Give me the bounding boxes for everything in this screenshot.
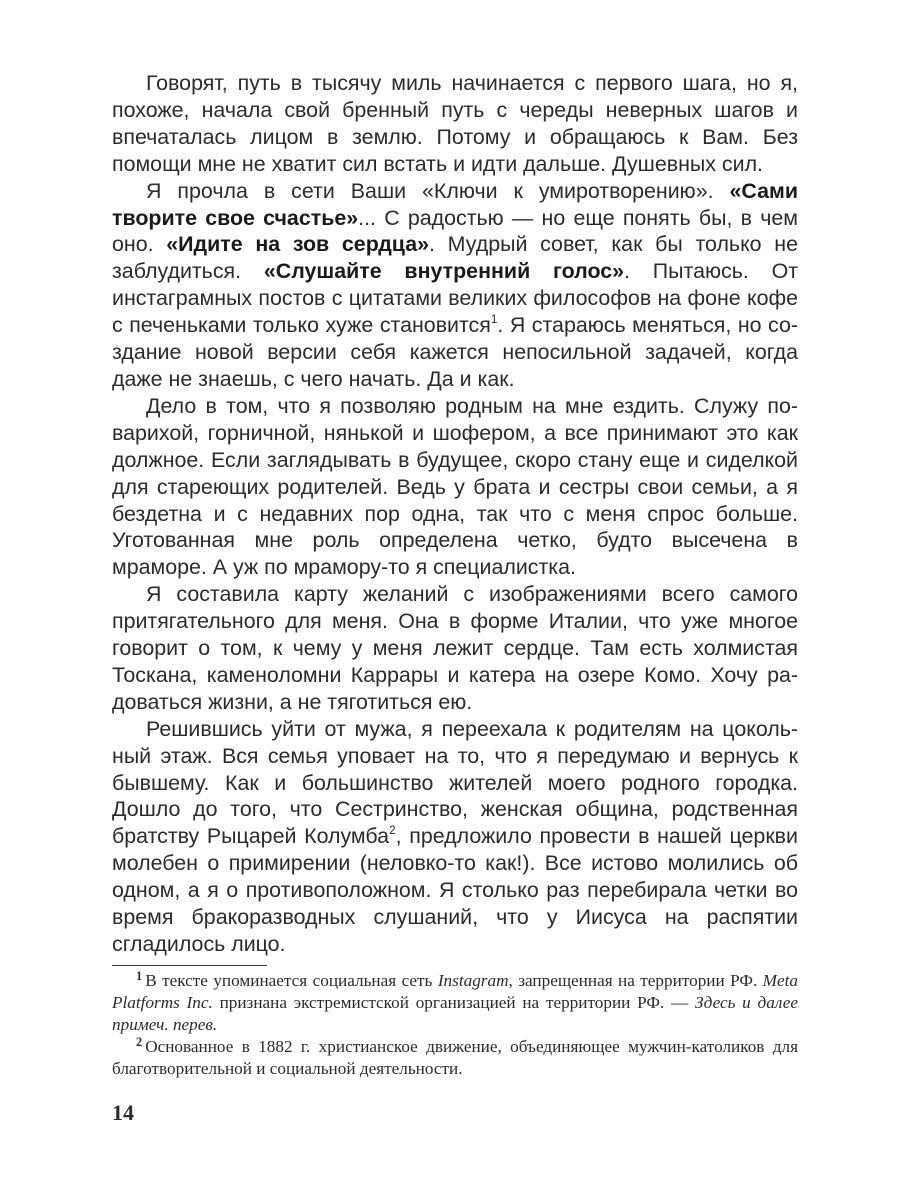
footnote-2 [112,1036,798,1080]
paragraph-text: Решившись уйти от мужа, я переехала к родителям на цокольный этаж. Вся семья уповает на то, что я передумаю и вернусь к бывшему. Как и большинство жителей моего родного городка. Дошло до того, что Сестринство, женская община, родственная братству Рыцарей Колумба [112,716,798,849]
paragraph-text: . Мудрый совет, как бы только не заблудиться. [112,232,798,284]
footnote-number: 2 [136,1035,143,1050]
footnote-text: , запрещенная на территории РФ. [508,971,763,990]
footnote-divider [112,965,267,966]
footnote-ref-1: 1 [490,313,498,327]
bold-quote: «Идите на зов сердца» [166,232,430,257]
footnote-number: 1 [136,969,143,984]
paragraph-text: ... С радостью — но еще понять бы, в чем оно. [112,205,798,257]
footnote-italic: Instagram [437,971,509,990]
footnote-ref-2: 2 [389,824,396,838]
bold-quote: «Сами творите свое счастье» [112,178,798,230]
footnote-italic: Meta Platforms Inc. [112,971,798,1012]
paragraph-3 [112,393,798,581]
footnote-text: признана экстремистской организацией на территории РФ. — [212,993,695,1012]
paragraph-text: Дело в том, что я позволяю родным на мне ездить. Служу поварихой, горничной, нянькой и шофером, а все принимают это как должное. Если заглядывать в будущее, скоро стану еще и сиделкой для стареющих родителей. Ведь у брата и сестры свои семьи, а я бездетна и с недавних пор одна, так что с меня спрос больше. Уготованная мне роль определена четко, будто высечена в мраморе. А уж по мрамору-то я специалистка. [112,393,798,580]
footnote-text: Основанное в 1882 г. христианское движение, объединяющее мужчин-католиков для благотворительной и социальной деятельности. [112,1037,798,1078]
paragraph-text: , предложило провести в нашей церкви молебен о примирении (неловко-то как!). Все истово молились об одном, а я о противоположном. Я столько раз перебирала четки во время бракоразводных слушаний, что у Иисуса на распятии сгладилось лицо. [112,824,798,956]
paragraph-5 [112,716,798,958]
paragraph-text: Я прочла в сети Ваши «Ключи к умиротворению». [146,178,730,203]
paragraph-4 [112,581,798,716]
paragraph-text: . Я стараюсь меняться, но создание новой версии себя кажется непосильной задачей, когда даже не знаешь, с чего начать. Да и как. [112,313,798,391]
paragraph-1 [112,70,798,178]
footnote-italic: Здесь и далее примеч. перев. [112,993,799,1034]
paragraph-text: Я составила карту желаний с изображениями всего самого притягательного для меня. Она в форме Италии, что уже многое говорит о том, к чему у меня лежит сердце. Там есть холмистая Тоскана, каменоломни Каррары и катера на озере Комо. Хочу радоваться жизни, а не тяготиться ею. [112,582,798,714]
page-number: 14 [112,1100,134,1125]
footnote-text: В тексте упоминается социальная сеть [145,971,438,990]
bold-quote: «Слушайте внутренний голос» [263,259,625,284]
paragraph-text: Говорят, путь в тысячу миль начинается с первого шага, но я, похоже, начала свой бренный путь с череды неверных шагов и впечаталась лицом в землю. Потому и обращаюсь к Вам. Без помощи мне не хватит сил встать и идти дальше. Душевных сил. [112,71,798,176]
paragraph-2 [112,178,798,393]
footnote-1 [112,970,798,1036]
paragraph-text: . Пытаюсь. От инстаграмных постов с цитатами великих философов на фоне кофе с печеньками только хуже становится [112,259,799,338]
footnotes [112,970,798,1080]
main-text [112,70,798,958]
